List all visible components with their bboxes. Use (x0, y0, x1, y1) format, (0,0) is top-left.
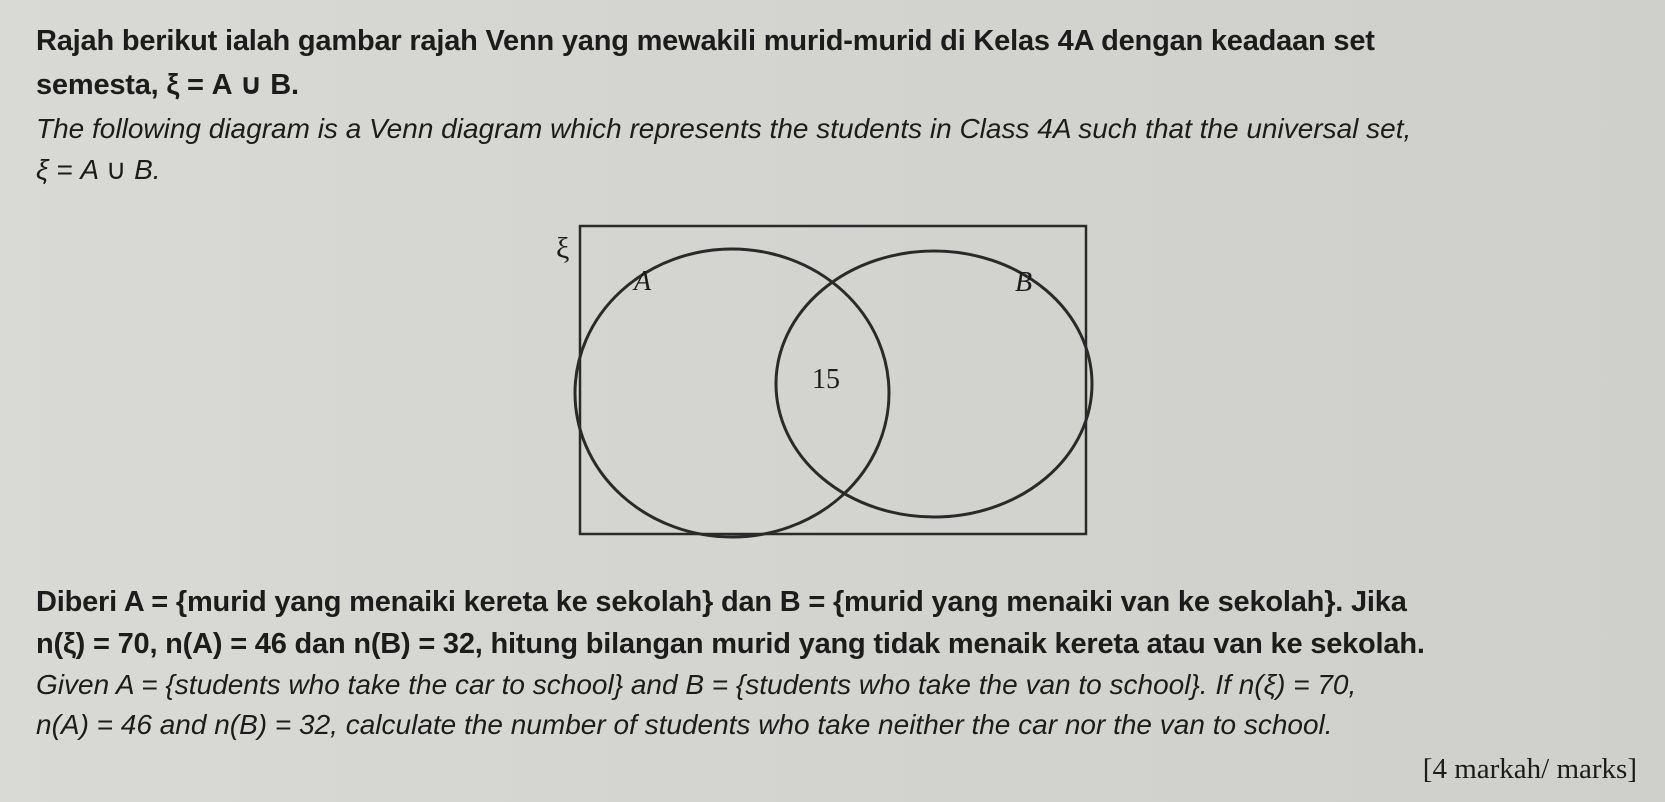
malay-intro-line-2: semesta, ξ = A ∪ B. (36, 69, 299, 101)
set-a-label: A (634, 266, 652, 297)
malay-intro-line-1: Rajah berikut ialah gambar rajah Venn yang mewakili murid-murid di Kelas 4A dengan keadaan set (36, 25, 1375, 57)
set-b-label: B (1015, 267, 1033, 298)
malay-given-line-2: n(ξ) = 70, n(A) = 46 dan n(B) = 32, hitung bilangan murid yang tidak menaik kereta atau van ke sekolah. (36, 628, 1425, 660)
english-intro-line-2: ξ = A ∪ B. (36, 154, 161, 185)
universal-set-label: ξ (556, 232, 570, 265)
intersection-value: 15 (812, 364, 840, 395)
english-given-line-2: n(A) = 46 and n(B) = 32, calculate the number of students who take neither the car nor the van to school. (36, 709, 1333, 740)
english-given-line-1: Given A = {students who take the car to school} and B = {students who take the van to school}. If n(ξ) = 70, (36, 669, 1357, 700)
malay-given-line-1: Diberi A = {murid yang menaiki kereta ke sekolah} dan B = {murid yang menaiki van ke sekolah}. Jika (36, 586, 1407, 618)
english-intro-line-1: The following diagram is a Venn diagram which represents the students in Class 4A such that the universal set, (36, 113, 1412, 144)
marks-label: [4 markah/ marks] (1422, 753, 1637, 785)
